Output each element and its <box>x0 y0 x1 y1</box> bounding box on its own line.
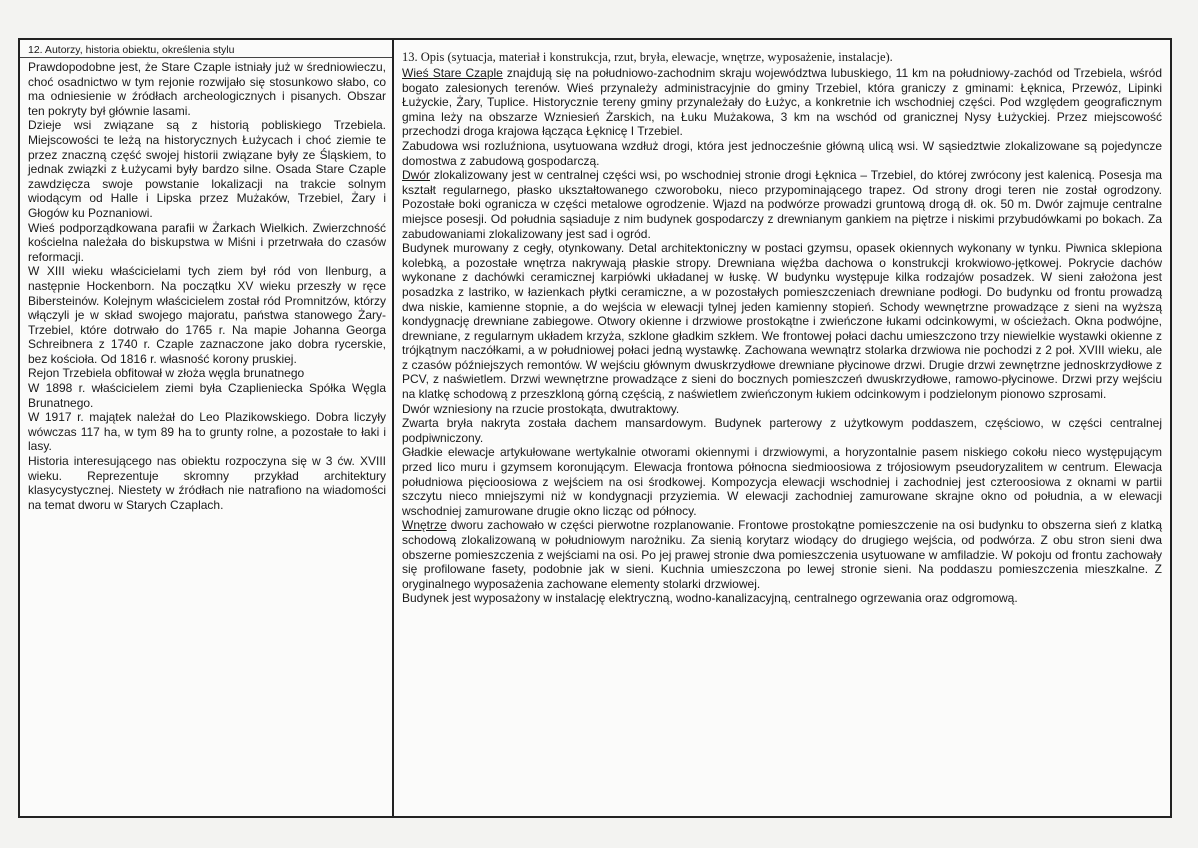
history-heading: 12. Autorzy, historia obiektu, określenia stylu <box>20 44 392 58</box>
history-paragraph: W 1898 r. właścicielem ziemi była Czaplieniecka Spółka Węgla Brunatnego. <box>28 381 386 410</box>
history-paragraph: Wieś podporządkowana parafii w Żarkach Wielkich. Zwierzchność kościelna należała do biskupstwa w Miśni i przetrwała do czasów reformacji. <box>28 220 386 264</box>
description-paragraph <box>402 416 1162 445</box>
history-paragraph: Dzieje wsi związane są z historią pobliskiego Trzebiela. Miejscowości te leżą na historycznych Łużycach i choć ziemie te przez znaczną część swojej historii związane były ze Śląskiem, to jednak związki z Łużycami były bardzo silne. Osada Stare Czaple zawdzięcza swoje powstanie lokalizacji na trakcie solnym wiodącym od Halle i Lipska przez Mużaków, Trzebiel, Żary i Głogów ku Poznaniowi. <box>28 118 386 220</box>
paragraph-text: znajdują się na południowo-zachodnim skraju województwa lubuskiego, 11 km na południowy-zachód od Trzebiela, wśród bogato zalesionych terenów. Wieś przynależy administracyjnie do gminy Trzebiel, która graniczy z gminami: Łęknica, Przewóz, Lipinki Łużyckie, Żary, Tuplice. Historycznie tereny gminy przynależały do Łużyc, a konkretnie ich wschodniej części. Pod względem geograficznym gmina leży na obszarze Wzniesień Żarskich, na Łuku Mużakowa, 3 km na wschód od granicznej Nysy Łużyckiej. Przez miejscowość przechodzi droga krajowa łącząca Łęknicę I Trzebiel. <box>402 66 1163 139</box>
paragraph-text: Zabudowa wsi rozluźniona, usytuowana wzdłuż drogi, która jest jednocześnie główną ulicą wsi. W sąsiedztwie zlokalizowane są pojedyncze domostwa z zabudową gospodarczą. <box>402 138 1162 168</box>
description-paragraph <box>402 445 1162 518</box>
history-column <box>20 40 394 816</box>
history-paragraph: W 1917 r. majątek należał do Leo Plazikowskiego. Dobra liczyły wówczas 117 ha, w tym 89 ha to grunty rolne, a pozostałe to łaki i lasy. <box>28 410 386 454</box>
description-column <box>394 40 1170 816</box>
paragraph-text: dworu zachowało w części pierwotne rozplanowanie. Frontowe prostokątne pomieszczenie na osi budynku to obszerna sień z klatką schodową zlokalizowaną w południowym narożniku. Za sienią korytarz wiodący do drugiego wejścia, od podwórza. Z obu stron sieni dwa obszerne pomieszczenia z wejściami na osi. Po jej prawej stronie dwa pomieszczenia usytuowane w amfiladzie. W pokoju od frontu zachowały się profilowane fasety, podobnie jak w sieni. Kuchnia umieszczona po lewej stronie sieni. Na poddaszu pomieszczenia mieszkalne. Z oryginalnego wyposażenia zachowane elementy stolarki drzwiowej. <box>402 518 1162 591</box>
description-paragraph <box>402 591 1162 606</box>
description-paragraph <box>402 518 1162 591</box>
history-paragraph: Historia interesującego nas obiektu rozpoczyna się w 3 ćw. XVIII wieku. Reprezentuje skromny przykład architektury klasycystycznej. Niestety w źródłach nie natrafiono na wiadomości na temat dworu w Starych Czaplach. <box>28 454 386 512</box>
description-paragraph <box>402 66 1162 139</box>
paragraph-text: Budynek murowany z cegły, otynkowany. Detal architektoniczny w postaci gzymsu, opasek okiennych wykonany w tynku. Piwnica sklepiona kolebką, a pozostałe wnętrza nakrywają płaskie stropy. Drewniana więźba dachowa o konstrukcji krokwiowo-jętkowej. Pokrycie dachów wykonane z dachówki ceramicznej karpiówki układanej w łuskę. W budynku występuje kilka rodzajów posadzek. W sieni założona jest posadzka z lastriko, w łazienkach płytki ceramiczne, a w pozostałych pomieszczeniach drewniane podłogi. Do budynku od frontu prowadzą dwa niskie, kamienne stopnie, a do wejścia w elewacji tylnej jeden kamienny stopień. Schody wewnętrzne prowadzące z sieni na wyższą kondygnację drewniane zabiegowe. Otwory okienne i drzwiowe prostokątne i zwieńczone łukami odcinkowymi, w ościeżach. Okna podwójne, drewniane, z regularnym układem krzyża, szklone gładkim szkłem. We frontowej połaci dachu umieszczono trzy niewielkie wystawki okienne z trójkątnym naczółkami, a w południowej połaci jedną wystawkę. Zachowana wewnątrz stolarka drzwiowa nie pochodzi z 2 poł. XVIII wieku, ale z czasów późniejszych remontów. W wejściu głównym dwuskrzydłowe drewniane płycinowe drzwi. Drugie drzwi zewnętrzne jednoskrzydłowe z PCV, z naświetlem. Drzwi wewnętrzne prowadzące z sieni do bocznych pomieszczeń dwuskrzydłowe, ramowo-płycinowe. Drzwi przy wejściu na klatkę schodową z przeszkloną górną częścią, z naświetlem zwieńczonym łukiem odcinkowym i podzielonym pionowo szprosami. <box>402 241 1162 402</box>
paragraph-text: Zwarta bryła nakryta została dachem mansardowym. Budynek parterowy z użytkowym poddaszem, częściowo, w części centralnej podpiwniczony. <box>402 416 1162 445</box>
description-paragraph <box>402 139 1162 168</box>
paragraph-text: zlokalizowany jest w centralnej części wsi, po wschodniej stronie drogi Łęknica – Trzebiel, do której zwrócony jest kalenicą. Posesja ma kształt regularnego, płasko ukształtowanego czworoboku, nieco przypominającego trapez. Od strony drogi teren nie został ogrodzony. Pozostałe boki ogranicza w części metalowe ogrodzenie. Wjazd na podwórze prowadzi gruntową drogą dł. ok. 50 m. Dwór zajmuje centralne miejsce posesji. Od południa sąsiaduje z nim budynek gospodarczy z drewnianym gankiem na piętrze i niskimi przybudówkami po bokach. Za zabudowaniami zlokalizowany jest sad i ogród. <box>402 168 1162 241</box>
description-paragraph <box>402 168 1162 241</box>
history-paragraph: Prawdopodobne jest, że Stare Czaple istniały już w średniowieczu, choć osadnictwo w tym rejonie rozwijało się stosunkowo słabo, co ma odniesienie w źródłach archeologicznych i pisanych. Obszar ten pokryty był głównie lasami. <box>28 60 386 118</box>
underlined-term: Wnętrze <box>402 518 447 533</box>
description-heading: 13. Opis (sytuacja, materiał i konstrukcja, rzut, bryła, elewacje, wnętrze, wyposażenie, instalacje). <box>402 50 893 64</box>
paragraph-text: Gładkie elewacje artykułowane wertykalnie otworami okiennymi i drzwiowymi, a horyzontalnie pasem niskiego cokołu nieco występującym przed lico muru i gzymsem koronującym. Elewacja frontowa północna siedmioosiowa z trójosiowym pseudoryzalitem w centrum. Elewacja południowa pięcioosiowa z wejściem na osi środkowej. Kompozycja elewacji wschodniej i zachodniej jest czteroosiowa z oknami w partii szczytu nieco mniejszymi niż w kondygnacji przyziemia. W elewacji zachodniej zamurowane skrajne okno od południa, a w elewacji wschodniej zamurowane drugie okno licząc od północy. <box>402 445 1162 518</box>
form-sheet <box>18 38 1172 818</box>
paragraph-text: Dwór wzniesiony na rzucie prostokąta, dwutraktowy. <box>402 401 680 416</box>
history-paragraph: W XIII wieku właścicielami tych ziem był ród von Ilenburg, a następnie Hockenborn. Na początku XV wieku przeszły w ręce Bibersteinów. Kolejnym właścicielem został ród Promnitzów, którzy włączyli je w skład swojego majoratu, państwa stanowego Żary-Trzebiel, które dotrwało do 1765 r. Na mapie Johanna Georga Schreibnera z 1740 r. Czaple zaznaczone jako dobra rycerskie, bez kościoła. Od 1816 r. własność korony pruskiej. <box>28 264 386 366</box>
history-paragraph: Rejon Trzebiela obfitował w złoża węgla brunatnego <box>28 366 305 381</box>
underlined-term: Wieś Stare Czaple <box>402 66 503 80</box>
underlined-term: Dwór <box>402 168 431 183</box>
paragraph-text: Budynek jest wyposażony w instalację elektryczną, wodno-kanalizacyjną, centralnego ogrzewania oraz odgromową. <box>402 591 1018 606</box>
description-paragraph <box>402 402 1162 417</box>
description-paragraph <box>402 241 1162 402</box>
